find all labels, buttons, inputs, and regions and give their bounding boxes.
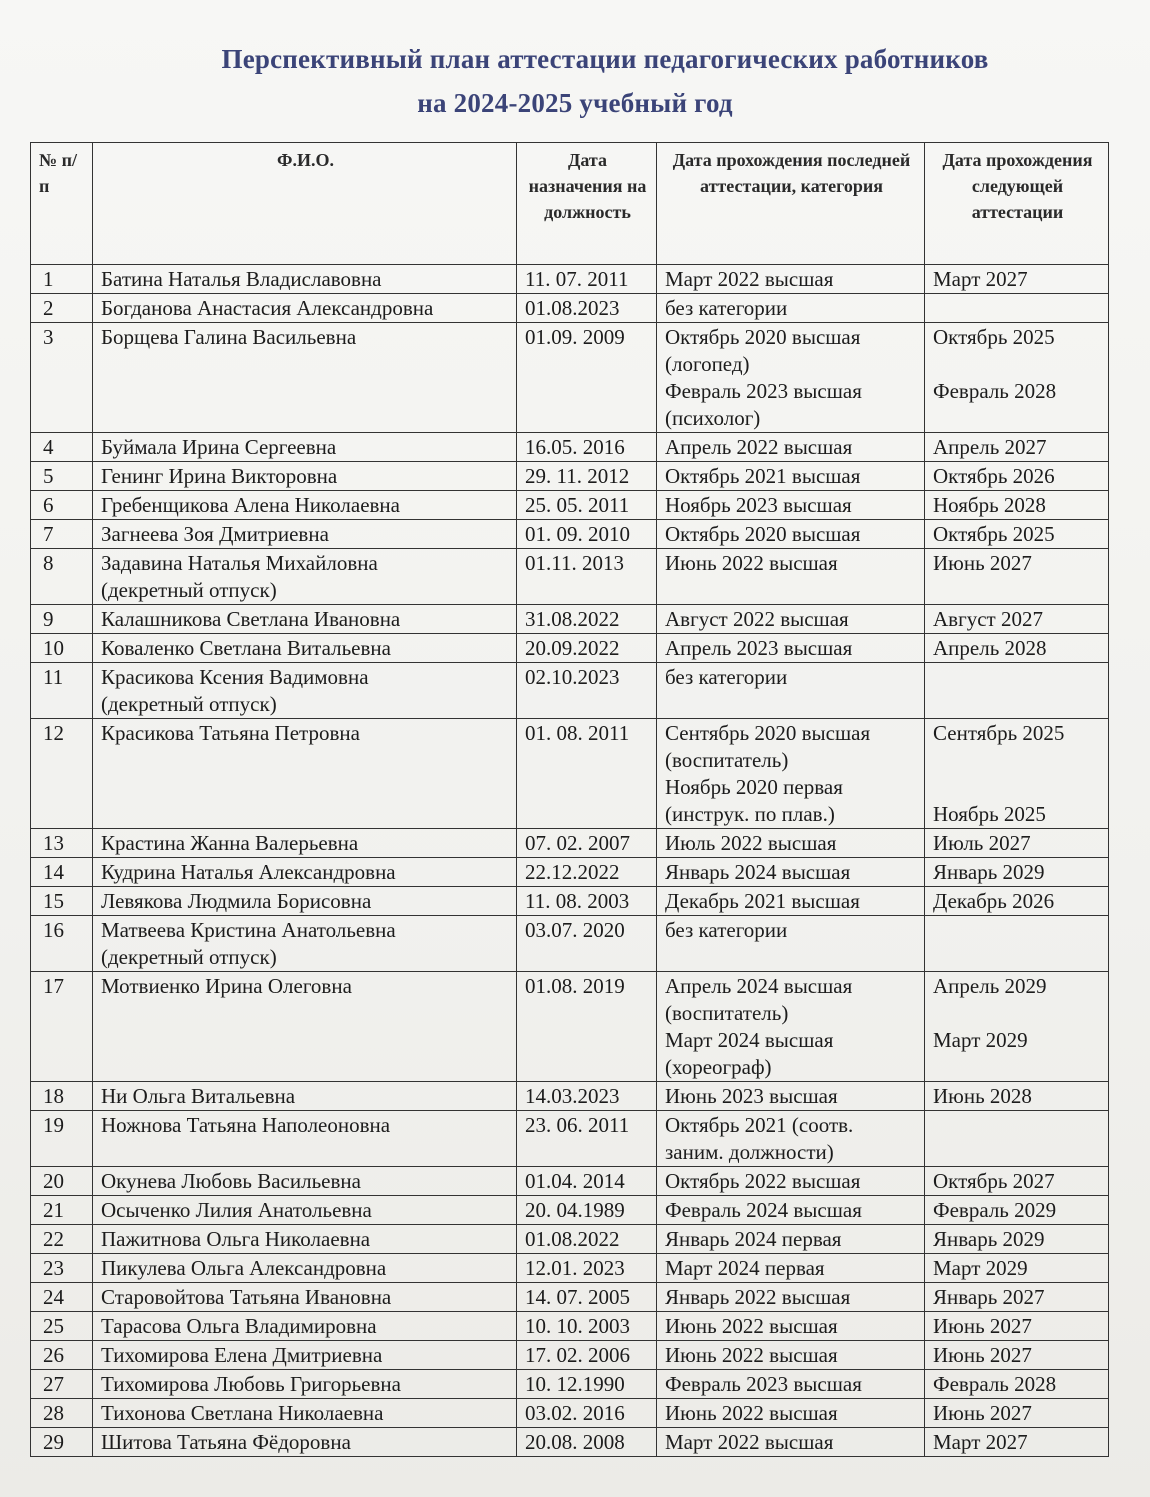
row-next: Ноябрь 2028: [925, 491, 1109, 520]
row-name: Ни Ольга Витальевна: [93, 1082, 517, 1111]
table-row: [31, 858, 1109, 887]
row-name: [93, 916, 517, 972]
row-name: Левякова Людмила Борисовна: [93, 887, 517, 916]
row-name: Борщева Галина Васильевна: [93, 323, 517, 433]
table-row: [31, 719, 1109, 829]
row-appointed: 11. 07. 2011: [517, 265, 657, 294]
table-row: [31, 1283, 1109, 1312]
row-number: 7: [31, 520, 93, 549]
row-next: Июнь 2027: [925, 1399, 1109, 1428]
row-last: Июнь 2023 высшая: [657, 1082, 925, 1111]
table-row: [31, 1196, 1109, 1225]
table-row: [31, 1082, 1109, 1111]
row-name: Пикулева Ольга Александровна: [93, 1254, 517, 1283]
row-name-line: Задавина Наталья Михайловна: [101, 551, 378, 575]
table-row: [31, 1254, 1109, 1283]
row-next-line: Сентябрь 2025: [933, 721, 1065, 745]
row-last-line: (хореограф): [665, 1055, 772, 1079]
row-number: 24: [31, 1283, 93, 1312]
row-next: Январь 2029: [925, 1225, 1109, 1254]
row-name-line: Матвеева Кристина Анатольевна: [101, 918, 396, 942]
row-appointed: 01.04. 2014: [517, 1167, 657, 1196]
row-next: Июнь 2027: [925, 1341, 1109, 1370]
row-last: Октябрь 2020 высшая: [657, 520, 925, 549]
row-name: Калашникова Светлана Ивановна: [93, 605, 517, 634]
row-next: Октябрь 2026: [925, 462, 1109, 491]
row-last: Июнь 2022 высшая: [657, 1312, 925, 1341]
row-next: Январь 2029: [925, 858, 1109, 887]
row-number: 20: [31, 1167, 93, 1196]
row-last-line: (логопед): [665, 352, 750, 376]
row-appointed: 25. 05. 2011: [517, 491, 657, 520]
table-row: [31, 1225, 1109, 1254]
row-last: Март 2024 первая: [657, 1254, 925, 1283]
row-appointed: 02.10.2023: [517, 663, 657, 719]
row-number: 8: [31, 549, 93, 605]
row-name: Осыченко Лилия Анатольевна: [93, 1196, 517, 1225]
row-last: [657, 1111, 925, 1167]
table-row: [31, 549, 1109, 605]
table-row: [31, 1167, 1109, 1196]
header-num: № п/п: [31, 143, 93, 265]
row-appointed: 17. 02. 2006: [517, 1341, 657, 1370]
header-appointed: Дата назначения на должность: [517, 143, 657, 265]
row-name: Богданова Анастасия Александровна: [93, 294, 517, 323]
row-appointed: 01. 09. 2010: [517, 520, 657, 549]
row-appointed: 03.07. 2020: [517, 916, 657, 972]
table-header-row: [31, 143, 1109, 265]
row-appointed: 20. 04.1989: [517, 1196, 657, 1225]
row-last: Март 2022 высшая: [657, 265, 925, 294]
table-row: [31, 1428, 1109, 1457]
table-row: [31, 520, 1109, 549]
row-appointed: 23. 06. 2011: [517, 1111, 657, 1167]
row-name: Гребенщикова Алена Николаевна: [93, 491, 517, 520]
row-appointed: 14. 07. 2005: [517, 1283, 657, 1312]
row-next: Март 2029: [925, 1254, 1109, 1283]
header-name: Ф.И.О.: [93, 143, 517, 265]
table-row: [31, 1111, 1109, 1167]
row-name: Красикова Татьяна Петровна: [93, 719, 517, 829]
table-row: [31, 663, 1109, 719]
row-last: Июнь 2022 высшая: [657, 549, 925, 605]
row-last: Январь 2024 высшая: [657, 858, 925, 887]
row-next: Декабрь 2026: [925, 887, 1109, 916]
row-next: Август 2027: [925, 605, 1109, 634]
row-next-line: Февраль 2028: [933, 379, 1057, 403]
row-last-line: Октябрь 2020 высшая: [665, 325, 861, 349]
row-number: 10: [31, 634, 93, 663]
row-next: [925, 916, 1109, 972]
row-next: Апрель 2028: [925, 634, 1109, 663]
row-next: [925, 323, 1109, 433]
row-number: 28: [31, 1399, 93, 1428]
table-row: [31, 605, 1109, 634]
row-next: Апрель 2027: [925, 433, 1109, 462]
table-row: [31, 829, 1109, 858]
row-last: [657, 323, 925, 433]
document-title-line-1: Перспективный план аттестации педагогических работников: [221, 44, 989, 74]
row-next: Февраль 2028: [925, 1370, 1109, 1399]
row-last-line: (воспитатель): [665, 748, 789, 772]
row-number: 27: [31, 1370, 93, 1399]
row-appointed: 16.05. 2016: [517, 433, 657, 462]
table-row: [31, 491, 1109, 520]
row-name: Тихомирова Любовь Григорьевна: [93, 1370, 517, 1399]
row-next-line: Март 2029: [933, 1028, 1028, 1052]
row-next: [925, 719, 1109, 829]
row-next-line: Октябрь 2025: [933, 325, 1055, 349]
header-last-attestation: Дата прохождения последней аттестации, категория: [657, 143, 925, 265]
row-appointed: 01. 08. 2011: [517, 719, 657, 829]
row-last: [657, 719, 925, 829]
table-row: [31, 1312, 1109, 1341]
row-number: 23: [31, 1254, 93, 1283]
row-appointed: 03.02. 2016: [517, 1399, 657, 1428]
row-name: [93, 663, 517, 719]
row-last: без категории: [657, 916, 925, 972]
row-last-line: Февраль 2023 высшая: [665, 379, 862, 403]
row-last-line: Март 2024 высшая: [665, 1028, 834, 1052]
row-last: Ноябрь 2023 высшая: [657, 491, 925, 520]
row-last-line: (психолог): [665, 406, 761, 430]
row-next: Июль 2027: [925, 829, 1109, 858]
table-row: [31, 323, 1109, 433]
row-number: 3: [31, 323, 93, 433]
row-next: Июнь 2028: [925, 1082, 1109, 1111]
row-appointed: 10. 10. 2003: [517, 1312, 657, 1341]
row-number: 12: [31, 719, 93, 829]
row-name: Старовойтова Татьяна Ивановна: [93, 1283, 517, 1312]
row-name: Батина Наталья Владиславовна: [93, 265, 517, 294]
row-name-line: (декретный отпуск): [101, 692, 277, 716]
table-row: [31, 1370, 1109, 1399]
row-name: [93, 549, 517, 605]
table-row: [31, 634, 1109, 663]
row-appointed: 14.03.2023: [517, 1082, 657, 1111]
row-last: Июнь 2022 высшая: [657, 1399, 925, 1428]
row-number: 14: [31, 858, 93, 887]
row-number: 29: [31, 1428, 93, 1457]
row-last: [657, 972, 925, 1082]
row-next-line: Апрель 2029: [933, 974, 1047, 998]
row-appointed: 07. 02. 2007: [517, 829, 657, 858]
row-number: 13: [31, 829, 93, 858]
row-appointed: 20.08. 2008: [517, 1428, 657, 1457]
row-last-line: Сентябрь 2020 высшая: [665, 721, 871, 745]
row-appointed: 01.09. 2009: [517, 323, 657, 433]
row-number: 4: [31, 433, 93, 462]
row-appointed: 10. 12.1990: [517, 1370, 657, 1399]
row-last: Декабрь 2021 высшая: [657, 887, 925, 916]
row-last: Февраль 2023 высшая: [657, 1370, 925, 1399]
table-row: [31, 433, 1109, 462]
header-next-attestation: Дата прохождения следующей аттестации: [925, 143, 1109, 265]
table-row: [31, 294, 1109, 323]
row-next: Март 2027: [925, 265, 1109, 294]
row-next: Октябрь 2027: [925, 1167, 1109, 1196]
row-appointed: 01.08.2022: [517, 1225, 657, 1254]
row-number: 18: [31, 1082, 93, 1111]
row-last: без категории: [657, 294, 925, 323]
row-name: Тихонова Светлана Николаевна: [93, 1399, 517, 1428]
row-name: Тарасова Ольга Владимировна: [93, 1312, 517, 1341]
row-next: [925, 1111, 1109, 1167]
row-number: 19: [31, 1111, 93, 1167]
row-number: 21: [31, 1196, 93, 1225]
row-last: Январь 2022 высшая: [657, 1283, 925, 1312]
row-appointed: 11. 08. 2003: [517, 887, 657, 916]
row-number: 15: [31, 887, 93, 916]
row-next: [925, 972, 1109, 1082]
row-appointed: 01.08.2023: [517, 294, 657, 323]
row-last-line: (воспитатель): [665, 1001, 789, 1025]
row-number: 17: [31, 972, 93, 1082]
table-row: [31, 1399, 1109, 1428]
row-last: Август 2022 высшая: [657, 605, 925, 634]
row-name: Ножнова Татьяна Наполеоновна: [93, 1111, 517, 1167]
row-last: Январь 2024 первая: [657, 1225, 925, 1254]
row-last: Октябрь 2022 высшая: [657, 1167, 925, 1196]
table-row: [31, 1341, 1109, 1370]
row-appointed: 31.08.2022: [517, 605, 657, 634]
row-next: Январь 2027: [925, 1283, 1109, 1312]
row-last-line: (инструк. по плав.): [665, 802, 835, 826]
row-name: Пажитнова Ольга Николаевна: [93, 1225, 517, 1254]
document-title-line-2: на 2024-2025 учебный год: [417, 88, 733, 118]
row-number: 1: [31, 265, 93, 294]
row-next: Июнь 2027: [925, 1312, 1109, 1341]
attestation-table: [30, 142, 1109, 1457]
row-name: Крастина Жанна Валерьевна: [93, 829, 517, 858]
row-last: Апрель 2023 высшая: [657, 634, 925, 663]
row-last-line: Апрель 2024 высшая: [665, 974, 853, 998]
row-name: Шитова Татьяна Фёдоровна: [93, 1428, 517, 1457]
row-number: 25: [31, 1312, 93, 1341]
table-row: [31, 972, 1109, 1082]
table-row: [31, 887, 1109, 916]
row-next-line: Ноябрь 2025: [933, 802, 1046, 826]
row-number: 11: [31, 663, 93, 719]
row-next: [925, 663, 1109, 719]
row-next: Март 2027: [925, 1428, 1109, 1457]
row-number: 16: [31, 916, 93, 972]
row-name: Мотвиенко Ирина Олеговна: [93, 972, 517, 1082]
row-name: Коваленко Светлана Витальевна: [93, 634, 517, 663]
row-last: Октябрь 2021 высшая: [657, 462, 925, 491]
row-next: Июнь 2027: [925, 549, 1109, 605]
row-last: Март 2022 высшая: [657, 1428, 925, 1457]
row-appointed: 01.08. 2019: [517, 972, 657, 1082]
row-name-line: (декретный отпуск): [101, 945, 277, 969]
row-last: Июль 2022 высшая: [657, 829, 925, 858]
row-number: 6: [31, 491, 93, 520]
row-name: Буймала Ирина Сергеевна: [93, 433, 517, 462]
row-last: Апрель 2022 высшая: [657, 433, 925, 462]
row-name: Кудрина Наталья Александровна: [93, 858, 517, 887]
row-last-line: заним. должности): [665, 1140, 834, 1164]
row-name: Загнеева Зоя Дмитриевна: [93, 520, 517, 549]
row-last: без категории: [657, 663, 925, 719]
row-last: Февраль 2024 высшая: [657, 1196, 925, 1225]
row-name: Окунева Любовь Васильевна: [93, 1167, 517, 1196]
row-name: Тихомирова Елена Дмитриевна: [93, 1341, 517, 1370]
row-appointed: 29. 11. 2012: [517, 462, 657, 491]
row-number: 22: [31, 1225, 93, 1254]
row-number: 26: [31, 1341, 93, 1370]
row-next: [925, 294, 1109, 323]
row-number: 9: [31, 605, 93, 634]
row-appointed: 22.12.2022: [517, 858, 657, 887]
row-next: Октябрь 2025: [925, 520, 1109, 549]
row-number: 5: [31, 462, 93, 491]
row-last: Июнь 2022 высшая: [657, 1341, 925, 1370]
table-row: [31, 462, 1109, 491]
table-row: [31, 916, 1109, 972]
row-name-line: Красикова Ксения Вадимовна: [101, 665, 369, 689]
row-name: Генинг Ирина Викторовна: [93, 462, 517, 491]
row-appointed: 01.11. 2013: [517, 549, 657, 605]
row-last-line: Октябрь 2021 (соотв.: [665, 1113, 854, 1137]
row-appointed: 12.01. 2023: [517, 1254, 657, 1283]
row-next: Февраль 2029: [925, 1196, 1109, 1225]
row-name-line: (декретный отпуск): [101, 578, 277, 602]
row-last-line: Ноябрь 2020 первая: [665, 775, 843, 799]
row-appointed: 20.09.2022: [517, 634, 657, 663]
row-number: 2: [31, 294, 93, 323]
table-row: [31, 265, 1109, 294]
